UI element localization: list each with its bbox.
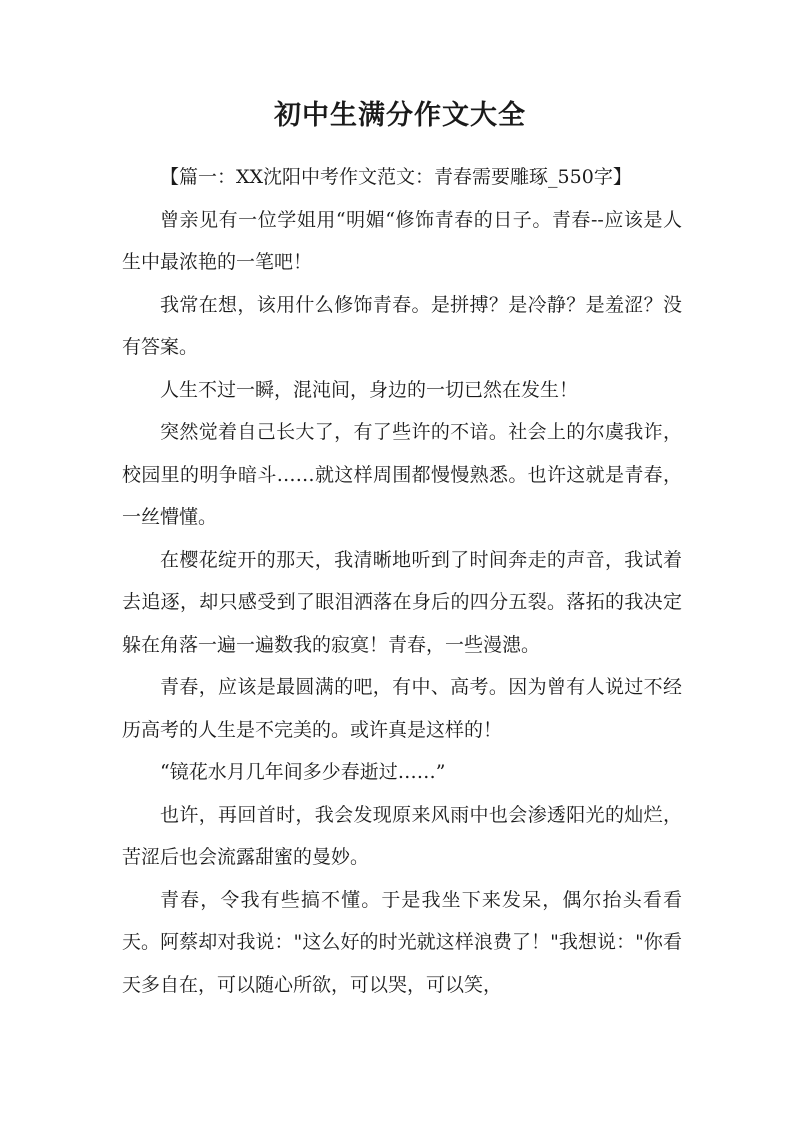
document-title: 初中生满分作文大全	[274, 100, 526, 131]
article-body	[122, 156, 682, 1006]
paragraph: 也许，再回首时，我会发现原来风雨中也会渗透阳光的灿烂，苦涩后也会流露甜蜜的曼妙。	[122, 803, 682, 868]
paragraph: 青春，应该是最圆满的吧，有中、高考。因为曾有人说过不经历高考的人生是不完美的。或许真是这样的！	[122, 676, 682, 741]
paragraph: 青春，令我有些搞不懂。于是我坐下来发呆，偶尔抬头看看天。阿蔡却对我说："这么好的时光就这样浪费了！"我想说："你看天多自在，可以随心所欲，可以哭，可以笑，	[122, 888, 682, 996]
paragraph: 突然觉着自己长大了，有了些许的不谙。社会上的尔虞我诈，校园里的明争暗斗……就这样周围都慢慢熟悉。也许这就是青春，一丝懵懂。	[122, 421, 682, 528]
paragraph: 曾亲见有一位学姐用“明媚“修饰青春的日子。青春--应该是人生中最浓艳的一笔吧！	[122, 208, 682, 273]
paragraph: 我常在想，该用什么修饰青春。是拼搏？是冷静？是羞涩？没有答案。	[122, 293, 682, 358]
section-heading: 【篇一：XX沈阳中考作文范文：青春需要雕琢_550字】	[160, 166, 632, 188]
paragraph: 人生不过一瞬，混沌间，身边的一切已然在发生！	[160, 378, 579, 401]
paragraph: 在樱花绽开的那天，我清晰地听到了时间奔走的声音，我试着去追逐，却只感受到了眼泪洒落在身后的四分五裂。落拓的我决定躲在角落一遍一遍数我的寂寞！青春，一些漫漶。	[122, 548, 682, 656]
paragraph: “镜花水月几年间多少春逝过……”	[160, 761, 446, 783]
